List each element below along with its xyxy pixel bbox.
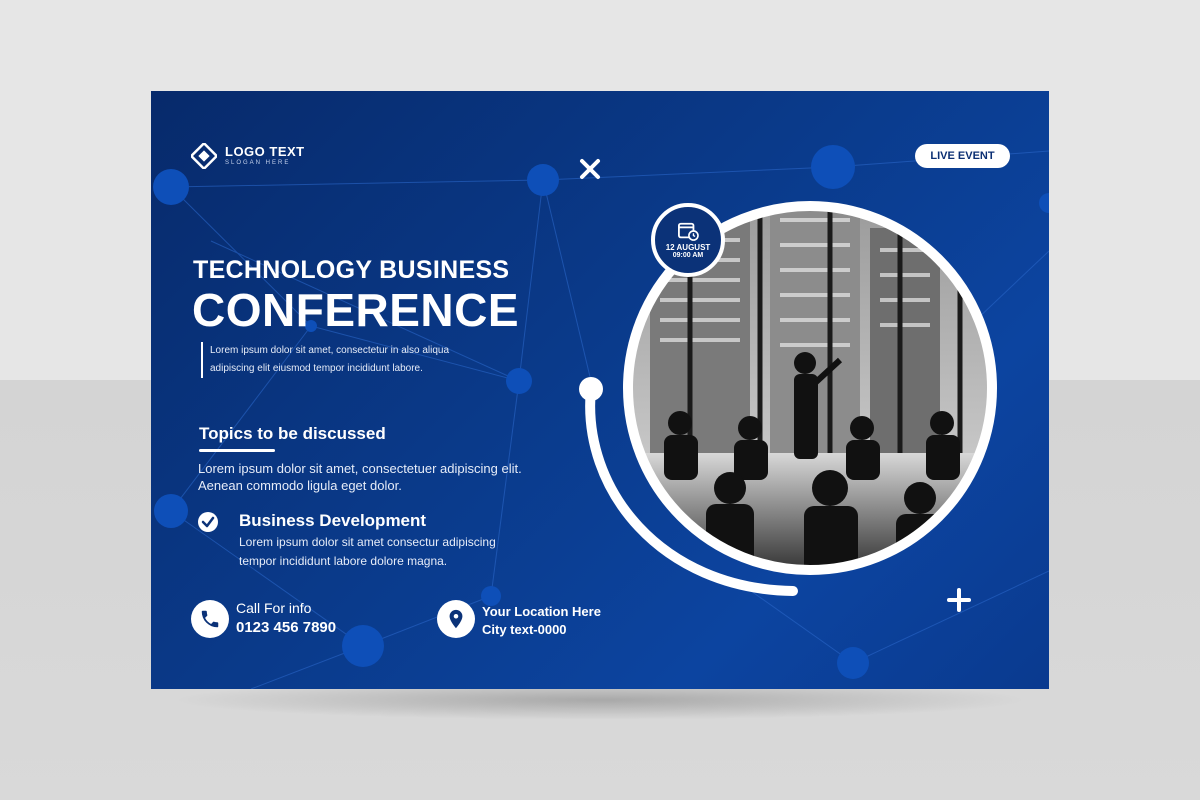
logo-text: LOGO TEXT bbox=[225, 144, 305, 159]
phone-icon bbox=[199, 608, 221, 630]
topics-underline bbox=[199, 449, 275, 452]
intro-text bbox=[201, 342, 510, 378]
location-icon-wrap bbox=[437, 600, 475, 638]
intro-line-2: adipiscing elit eiusmod tempor incididunt labore. bbox=[210, 363, 423, 374]
calendar-clock-icon bbox=[677, 221, 699, 241]
phone-icon-wrap bbox=[191, 600, 229, 638]
headline-main: CONFERENCE bbox=[192, 284, 520, 336]
business-line-1: Lorem ipsum dolor sit amet consectur adipiscing bbox=[239, 535, 496, 549]
event-date-badge bbox=[651, 203, 725, 277]
call-label: Call For info bbox=[236, 600, 312, 616]
location-pin-icon bbox=[445, 608, 467, 630]
brand-logo bbox=[191, 143, 305, 169]
business-line-2: tempor incididunt labore dolore magna. bbox=[239, 554, 448, 568]
business-heading: Business Development bbox=[239, 511, 427, 530]
topics-text: Lorem ipsum dolor sit amet, consectetuer adipiscing elit. Aenean commodo ligula eget dolor. bbox=[198, 461, 522, 493]
decorative-arc bbox=[571, 369, 801, 619]
headline-top: TECHNOLOGY BUSINESS bbox=[193, 256, 510, 284]
event-date: 12 AUGUST bbox=[665, 243, 711, 252]
intro-line-1: Lorem ipsum dolor sit amet, consectetur in also aliqua bbox=[210, 345, 450, 356]
phone-number: 0123 456 7890 bbox=[236, 619, 337, 636]
business-text bbox=[239, 533, 549, 571]
diamond-logo-icon bbox=[191, 143, 217, 169]
event-time: 09:00 AM bbox=[672, 252, 704, 259]
check-circle-icon bbox=[197, 511, 219, 533]
city-text: City text-0000 bbox=[482, 622, 567, 637]
topics-heading: Topics to be discussed bbox=[199, 424, 386, 443]
location-text: Your Location Here bbox=[482, 604, 601, 619]
conference-flyer bbox=[151, 91, 1049, 689]
logo-slogan: SLOGAN HERE bbox=[225, 160, 291, 166]
live-event-badge: LIVE EVENT bbox=[915, 144, 1010, 168]
plus-icon bbox=[947, 588, 971, 612]
close-icon bbox=[579, 158, 601, 180]
